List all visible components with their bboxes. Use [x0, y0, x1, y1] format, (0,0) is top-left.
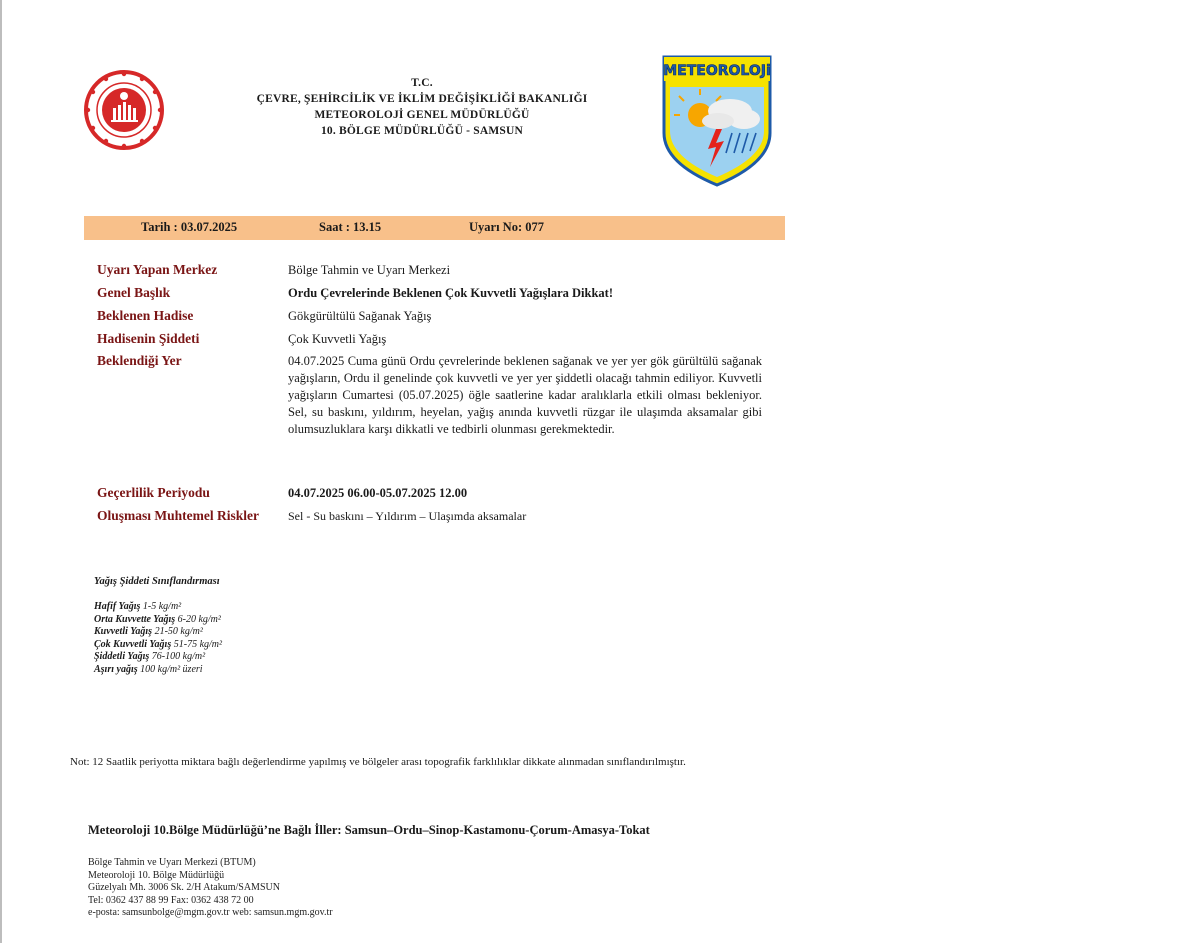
meteoroloji-logo-icon [660, 53, 774, 189]
label-center: Uyarı Yapan Merkez [97, 262, 218, 277]
label-severity: Hadisenin Şiddeti [97, 331, 200, 346]
classification-item: Şiddetli Yağış 76-100 kg/m² [94, 651, 206, 662]
value-risks: Sel - Su baskını – Yıldırım – Ulaşımda aksamalar [288, 509, 527, 523]
header-ministry: ÇEVRE, ŞEHİRCİLİK VE İKLİM DEĞİŞİKLİĞİ BAKANLIĞI [256, 93, 588, 105]
value-title: Ordu Çevrelerinde Beklenen Çok Kuvvetli Yağışlara Dikkat! [288, 286, 613, 300]
classification-note: Not: 12 Saatlik periyotta miktara bağlı değerlendirme yapılmış ve bölgeler arası topografik farklılıklar dikkate alınmadan sınıflandırılmıştır. [70, 756, 686, 768]
header-tc: T.C. [411, 77, 433, 89]
contact-address [88, 857, 333, 920]
label-event: Beklenen Hadise [97, 308, 194, 323]
classification-item: Çok Kuvvetli Yağış 51-75 kg/m² [94, 638, 223, 650]
classification-item: Aşırı yağış 100 kg/m² üzeri [94, 663, 203, 675]
address-street: Güzelyalı Mh. 3006 Sk. 2/H Atakum/SAMSUN [88, 882, 280, 894]
ministry-seal-icon [84, 58, 164, 166]
value-validity: 04.07.2025 06.00-05.07.2025 12.00 [288, 486, 468, 500]
value-event: Gökgürültülü Sağanak Yağış [288, 309, 432, 323]
label-validity: Geçerlilik Periyodu [97, 485, 210, 500]
value-place: 04.07.2025 Cuma günü Ordu çevrelerinde beklenen sağanak ve yer yer gök gürültülü sağanak yağışların, Ordu il genelinde çok kuvvetli ve yer yer şiddetli olacağı tahmin ediliyor. Kuvvetli yağışların Cumartesi (05.07.2025) öğle saatlerine kadar aralıklarla etkili olması bekleniyor. Sel, su baskını, yıldırım, heyelan, yağış anında kuvvetli rüzgar ile ulaşımda aksamalar gibi olumsuzluklara karşı dikkatli ve tedbirli olunması gerekmektedir. [288, 354, 762, 436]
classification-title: Yağış Şiddeti Sınıflandırması [94, 576, 220, 587]
value-center: Bölge Tahmin ve Uyarı Merkezi [288, 263, 451, 277]
label-risks: Oluşması Muhtemel Riskler [97, 508, 259, 523]
rain-classification [94, 576, 222, 676]
classification-item: Orta Kuvvette Yağış 6-20 kg/m² [94, 613, 221, 625]
affiliated-provinces: Meteoroloji 10.Bölge Müdürlüğü’ne Bağlı İller: Samsun–Ordu–Sinop-Kastamonu-Çorum-Amasya-Tokat [88, 823, 650, 837]
warning-time: Saat : 13.15 [319, 220, 382, 234]
header-regional: 10. BÖLGE MÜDÜRLÜĞÜ - SAMSUN [320, 125, 524, 137]
label-place: Beklendiği Yer [97, 353, 182, 368]
classification-item: Kuvvetli Yağış 21-50 kg/m² [94, 626, 203, 637]
address-email-web: e-posta: samsunbolge@mgm.gov.tr web: samsun.mgm.gov.tr [88, 907, 333, 919]
warning-number: Uyarı No: 077 [469, 220, 544, 234]
classification-item: Hafif Yağış 1-5 kg/m² [94, 601, 182, 612]
header-directorate: METEOROLOJİ GENEL MÜDÜRLÜĞÜ [314, 109, 530, 121]
address-phone: Tel: 0362 437 88 99 Fax: 0362 438 72 00 [88, 894, 254, 906]
address-center: Bölge Tahmin ve Uyarı Merkezi (BTUM) [88, 857, 256, 868]
warning-date: Tarih : 03.07.2025 [141, 220, 238, 234]
label-title: Genel Başlık [97, 285, 171, 300]
address-directorate: Meteoroloji 10. Bölge Müdürlüğü [88, 869, 225, 881]
logo-text: METEOROLOJi [663, 63, 771, 79]
value-severity: Çok Kuvvetli Yağış [288, 332, 387, 346]
ministry-header [212, 75, 632, 139]
warning-info-bar [84, 216, 785, 240]
